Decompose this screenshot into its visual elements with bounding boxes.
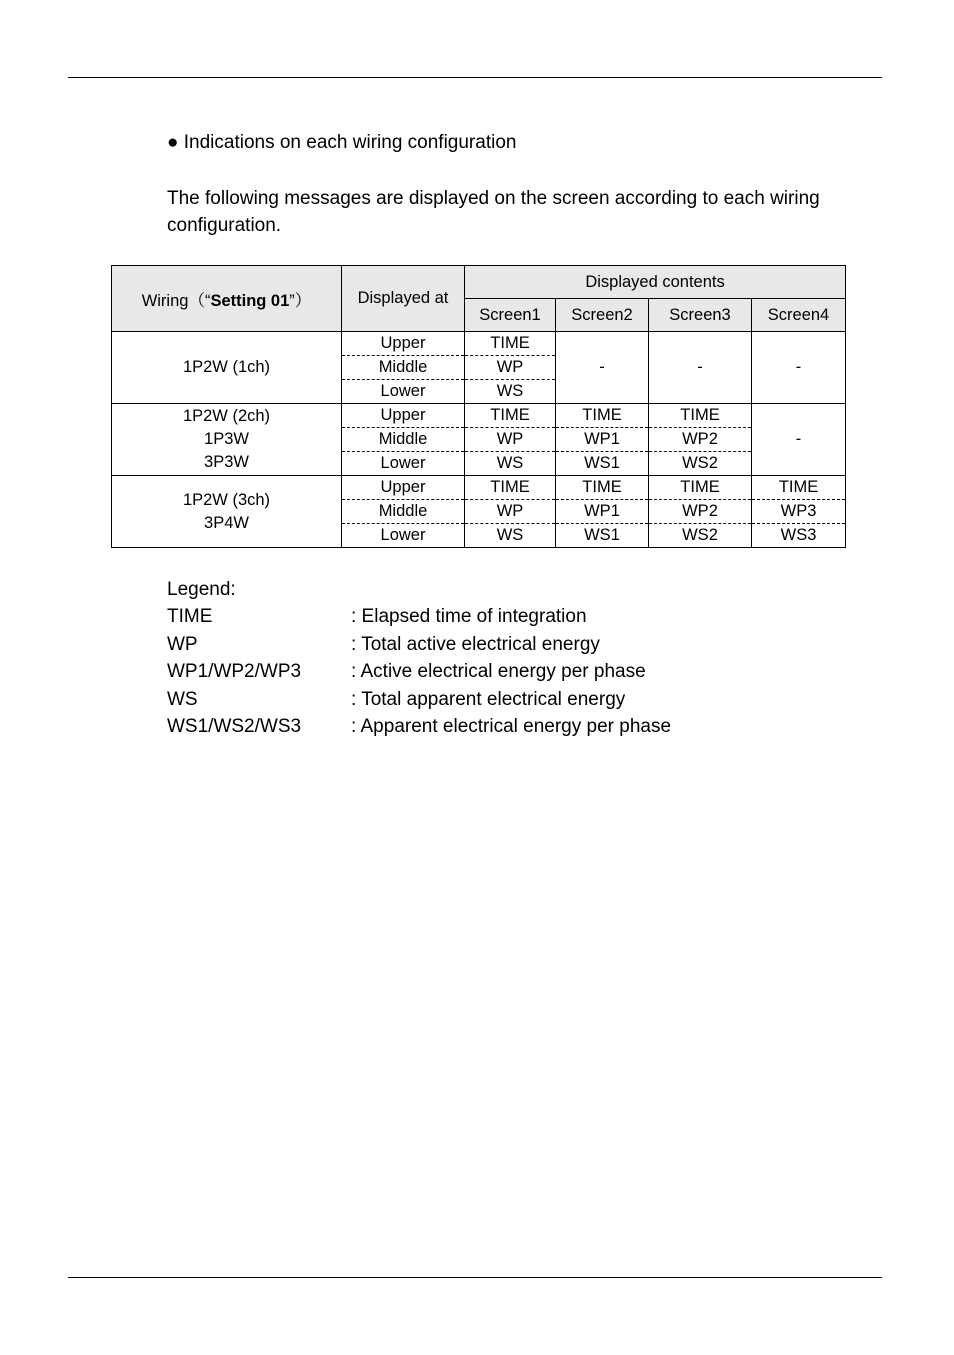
legend-title: Legend: bbox=[167, 579, 236, 600]
wiring-cell: 1P2W (2ch) 1P3W 3P3W bbox=[112, 404, 342, 476]
displayed-at-cell: Middle bbox=[342, 428, 465, 452]
screen4-cell: - bbox=[752, 332, 846, 404]
table-header-row bbox=[112, 266, 846, 299]
table-row bbox=[112, 404, 846, 428]
legend bbox=[167, 576, 672, 740]
displayed-at-cell: Lower bbox=[342, 452, 465, 476]
legend-desc: : Total apparent electrical energy bbox=[351, 688, 626, 710]
screen2-cell: - bbox=[556, 332, 649, 404]
screen3-cell: WS2 bbox=[649, 524, 752, 548]
screen2-cell: TIME bbox=[556, 404, 649, 428]
displayed-at-cell: Upper bbox=[342, 332, 465, 356]
screen4-cell: WP3 bbox=[752, 500, 846, 524]
displayed-at-cell: Lower bbox=[342, 380, 465, 404]
screen2-cell: WP1 bbox=[556, 428, 649, 452]
screen4-cell: - bbox=[752, 404, 846, 476]
screen1-cell: WS bbox=[465, 380, 556, 404]
legend-item bbox=[167, 658, 646, 685]
screen4-cell: TIME bbox=[752, 476, 846, 500]
legend-item bbox=[167, 603, 587, 630]
screen2-cell: WP1 bbox=[556, 500, 649, 524]
screen2-cell: TIME bbox=[556, 476, 649, 500]
legend-item bbox=[167, 713, 672, 740]
screen1-cell: WP bbox=[465, 356, 556, 380]
legend-desc: : Apparent electrical energy per phase bbox=[351, 715, 672, 737]
screen3-cell: TIME bbox=[649, 404, 752, 428]
screen1-cell: WP bbox=[465, 500, 556, 524]
screen1-cell: TIME bbox=[465, 476, 556, 500]
displayed-at-cell: Upper bbox=[342, 476, 465, 500]
screen1-cell: TIME bbox=[465, 404, 556, 428]
table-row bbox=[112, 332, 846, 356]
screen3-cell: TIME bbox=[649, 476, 752, 500]
screen2-cell: WS1 bbox=[556, 452, 649, 476]
legend-desc: : Active electrical energy per phase bbox=[351, 661, 646, 683]
screen3-cell: WP2 bbox=[649, 428, 752, 452]
screen1-cell: WS bbox=[465, 452, 556, 476]
displayed-at-cell: Upper bbox=[342, 404, 465, 428]
header-wiring: Wiring（“Setting 01”） bbox=[112, 266, 342, 332]
legend-item bbox=[167, 686, 626, 713]
screen2-cell: WS1 bbox=[556, 524, 649, 548]
screen1-cell: WS bbox=[465, 524, 556, 548]
legend-term: WP bbox=[167, 633, 198, 655]
screen3-cell: WP2 bbox=[649, 500, 752, 524]
displayed-at-cell: Middle bbox=[342, 500, 465, 524]
legend-desc: : Elapsed time of integration bbox=[351, 606, 587, 628]
wiring-cell: 1P2W (3ch) 3P4W bbox=[112, 476, 342, 548]
table-row bbox=[112, 476, 846, 500]
header-screen4: Screen4 bbox=[752, 299, 846, 332]
legend-term: WS bbox=[167, 688, 198, 710]
legend-item bbox=[167, 631, 600, 658]
screen1-cell: TIME bbox=[465, 332, 556, 356]
screen3-cell: - bbox=[649, 332, 752, 404]
legend-term: WS1/WS2/WS3 bbox=[167, 715, 302, 737]
displayed-at-cell: Lower bbox=[342, 524, 465, 548]
screen1-cell: WP bbox=[465, 428, 556, 452]
header-rule bbox=[68, 77, 882, 78]
header-displayed-contents: Displayed contents bbox=[465, 266, 846, 299]
section-heading: ● Indications on each wiring configuration bbox=[167, 132, 517, 153]
footer-rule bbox=[68, 1277, 882, 1278]
wiring-display-table bbox=[111, 265, 846, 548]
header-displayed-at: Displayed at bbox=[342, 266, 465, 332]
wiring-cell: 1P2W (1ch) bbox=[112, 332, 342, 404]
header-screen3: Screen3 bbox=[649, 299, 752, 332]
legend-desc: : Total active electrical energy bbox=[351, 633, 600, 655]
legend-term: WP1/WP2/WP3 bbox=[167, 661, 302, 683]
header-screen2: Screen2 bbox=[556, 299, 649, 332]
intro-paragraph: The following messages are displayed on the screen according to each wiring configuration. bbox=[167, 188, 820, 236]
header-screen1: Screen1 bbox=[465, 299, 556, 332]
legend-term: TIME bbox=[167, 606, 213, 628]
screen4-cell: WS3 bbox=[752, 524, 846, 548]
displayed-at-cell: Middle bbox=[342, 356, 465, 380]
screen3-cell: WS2 bbox=[649, 452, 752, 476]
